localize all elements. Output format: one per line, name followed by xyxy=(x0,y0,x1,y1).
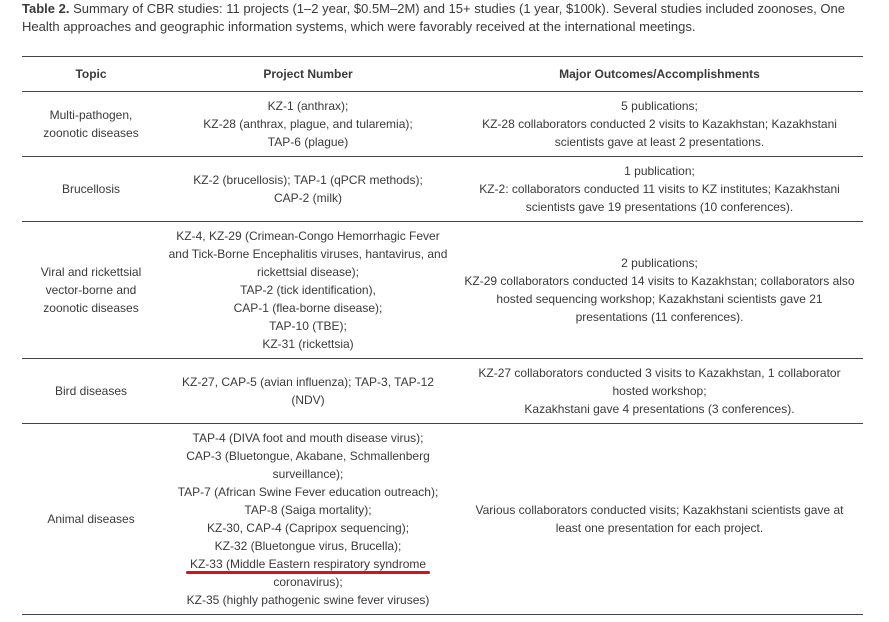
project-line: KZ-4, KZ-29 (Crimean-Congo Hemorrhagic Fever xyxy=(176,229,440,243)
outcome-cell xyxy=(456,157,863,222)
header-row xyxy=(22,57,863,92)
outcome-line: KZ-27 collaborators conducted 3 visits to Kazakhstan, 1 collaborator xyxy=(478,366,841,380)
project-line: CAP-3 (Bluetongue, Akabane, Schmallenberg xyxy=(186,449,430,463)
outcome-line: KZ-29 collaborators conducted 14 visits to Kazakhstan; collaborators also xyxy=(464,274,855,288)
header-outcomes: Major Outcomes/Accomplishments xyxy=(456,57,863,92)
project-line: KZ-32 (Bluetongue virus, Brucella); xyxy=(214,539,402,553)
caption-label: Table 2. xyxy=(22,1,70,16)
outcome-line: presentations (11 conferences). xyxy=(575,310,744,324)
outcome-cell xyxy=(456,424,863,615)
outcome-line: Kazakhstani gave 4 presentations (3 conferences). xyxy=(524,402,795,416)
table-row xyxy=(22,222,863,359)
topic-line: Bird diseases xyxy=(54,384,128,398)
highlighted-project-line xyxy=(164,555,452,573)
topic-cell xyxy=(22,359,160,424)
summary-table xyxy=(22,56,863,615)
topic-cell xyxy=(22,424,160,615)
topic-line: Animal diseases xyxy=(47,512,135,526)
outcome-line: scientists gave at least 2 presentations. xyxy=(554,135,765,149)
topic-line: zoonotic diseases xyxy=(43,126,139,140)
project-line: rickettsial disease); xyxy=(256,265,360,279)
project-line: KZ-35 (highly pathogenic swine fever viruses) xyxy=(186,593,430,607)
project-cell xyxy=(160,424,456,615)
outcome-line: hosted workshop; xyxy=(612,384,707,398)
project-line: coronavirus); xyxy=(273,575,343,589)
topic-line: Viral and rickettsial xyxy=(40,265,142,279)
outcome-line: 5 publications; xyxy=(621,99,698,113)
table-row xyxy=(22,359,863,424)
topic-cell xyxy=(22,92,160,157)
project-line: TAP-7 (African Swine Fever education outreach); xyxy=(177,485,439,499)
project-cell xyxy=(160,157,456,222)
project-line: TAP-10 (TBE); xyxy=(269,319,347,333)
topic-line: vector-borne and xyxy=(45,283,137,297)
outcome-line: Various collaborators conducted visits; Kazakhstani scientists gave at xyxy=(475,503,844,517)
project-line: CAP-1 (flea-borne disease); xyxy=(233,301,383,315)
project-line: KZ-27, CAP-5 (avian influenza); TAP-3, TAP-12 xyxy=(182,375,434,389)
outcome-line: hosted sequencing workshop; Kazakhstani scientists gave 21 xyxy=(496,292,823,306)
header-topic: Topic xyxy=(22,57,160,92)
outcome-line: least one presentation for each project. xyxy=(555,521,764,535)
project-line: surveillance); xyxy=(272,467,344,481)
red-underline-highlight: KZ-33 (Middle Eastern respiratory syndrome xyxy=(189,557,427,571)
outcome-cell xyxy=(456,359,863,424)
outcome-line: KZ-2: collaborators conducted 11 visits to KZ institutes; Kazakhstani xyxy=(479,182,840,196)
header-project-number: Project Number xyxy=(160,57,456,92)
outcome-cell xyxy=(456,92,863,157)
project-line: KZ-28 (anthrax, plague, and tularemia); xyxy=(203,117,413,131)
table-row xyxy=(22,424,863,615)
project-line: TAP-6 (plague) xyxy=(267,135,349,149)
table-caption xyxy=(22,0,864,36)
project-cell xyxy=(160,92,456,157)
project-line: CAP-2 (milk) xyxy=(274,191,342,205)
project-cell xyxy=(160,222,456,359)
topic-line: Multi-pathogen, xyxy=(49,108,133,122)
project-line: TAP-8 (Saiga mortality); xyxy=(244,503,372,517)
project-line: KZ-30, CAP-4 (Capripox sequencing); xyxy=(206,521,410,535)
outcome-line: 1 publication; xyxy=(624,164,695,178)
project-line: KZ-1 (anthrax); xyxy=(267,99,349,113)
project-line: TAP-2 (tick identification), xyxy=(240,283,376,297)
project-line: KZ-31 (rickettsia) xyxy=(262,337,354,351)
outcome-line: scientists gave 19 presentations (10 conferences). xyxy=(525,200,794,214)
outcome-cell xyxy=(456,222,863,359)
topic-line: Brucellosis xyxy=(61,182,121,196)
caption-text: Summary of CBR studies: 11 projects (1–2 year, $0.5M–2M) and 15+ studies (1 year, $100k). Several studies included zoonoses, One Health approaches and geographic information systems, which were favorably received at the international meetings. xyxy=(22,1,845,34)
topic-cell xyxy=(22,222,160,359)
table-row xyxy=(22,157,863,222)
project-line: (NDV) xyxy=(291,393,325,407)
project-cell xyxy=(160,359,456,424)
project-line: and Tick-Borne Encephalitis viruses, hantavirus, and xyxy=(168,247,448,261)
topic-line: zoonotic diseases xyxy=(43,301,139,315)
project-line: KZ-2 (brucellosis); TAP-1 (qPCR methods); xyxy=(193,173,423,187)
table-row xyxy=(22,92,863,157)
outcome-line: 2 publications; xyxy=(621,256,698,270)
outcome-line: KZ-28 collaborators conducted 2 visits to Kazakhstan; Kazakhstani xyxy=(482,117,837,131)
topic-cell xyxy=(22,157,160,222)
project-line: TAP-4 (DIVA foot and mouth disease virus); xyxy=(192,431,424,445)
